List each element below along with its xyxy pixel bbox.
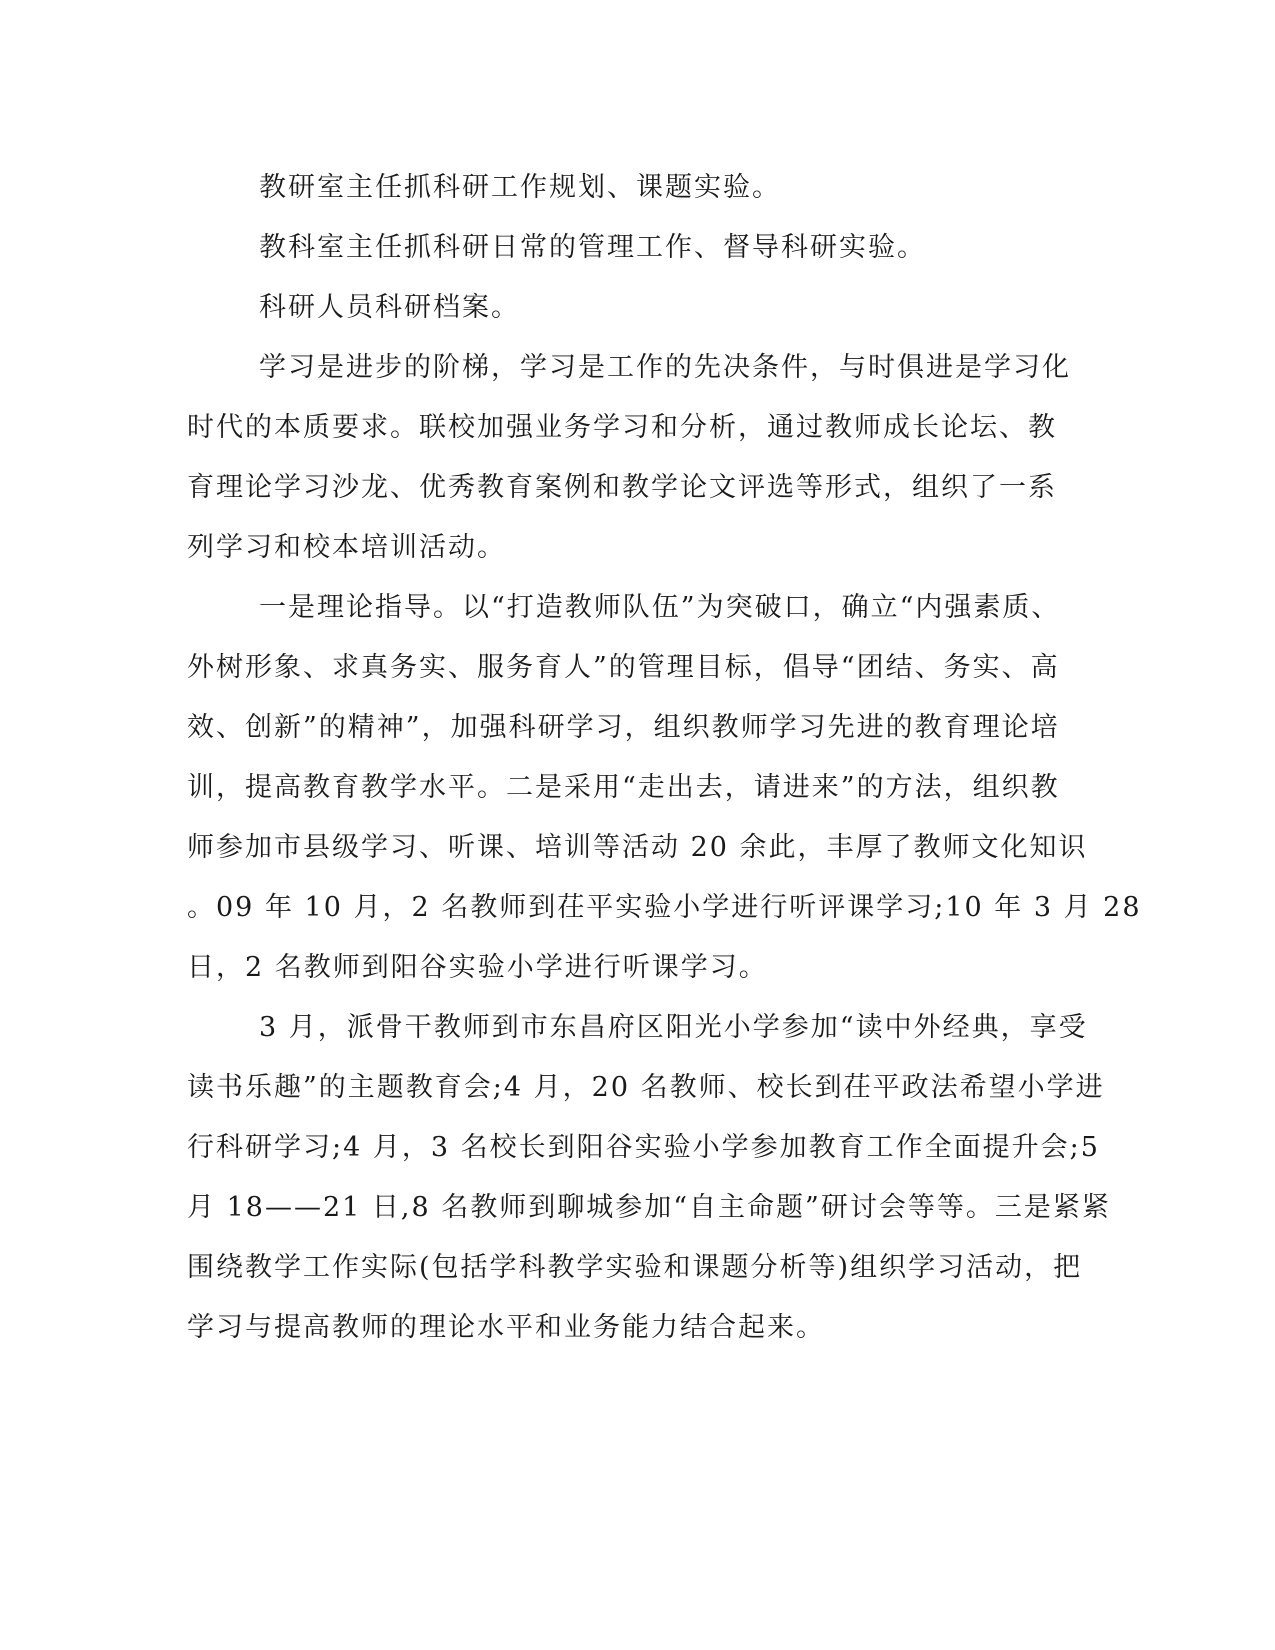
paragraph-line: 一是理论指导。以“打造教师队伍”为突破口，确立“内强素质、 [259, 592, 1061, 623]
paragraph-line: 时代的本质要求。联校加强业务学习和分析，通过教师成长论坛、教 [187, 412, 1057, 443]
paragraph-4 [187, 338, 1071, 578]
paragraph-2 [187, 218, 1067, 278]
paragraph-line: 学习是进步的阶梯，学习是工作的先决条件，与时俱进是学习化 [259, 352, 1071, 383]
paragraph-line: 月 18——21 日,8 名教师到聊城参加“自主命题”研讨会等等。三是紧紧 [187, 1192, 1111, 1223]
paragraph-6 [187, 998, 1111, 1358]
paragraph-line: 外树形象、求真务实、服务育人”的管理目标，倡导“团结、务实、高 [187, 652, 1060, 683]
paragraph-line: 育理论学习沙龙、优秀教育案例和教学论文评选等形式，组织了一系 [187, 472, 1057, 503]
paragraph-line: 列学习和校本培训活动。 [187, 532, 506, 563]
paragraph-line: 学习与提高教师的理论水平和业务能力结合起来。 [187, 1312, 825, 1343]
paragraph-5 [187, 578, 1142, 998]
paragraph-line: 3 月，派骨干教师到市东昌府区阳光小学参加“读中外经典，享受 [259, 1012, 1088, 1043]
paragraph-line: 行科研学习;4 月，3 名校长到阳谷实验小学参加教育工作全面提升会;5 [187, 1132, 1100, 1163]
paragraph-line: 师参加市县级学习、听课、培训等活动 20 余此，丰厚了教师文化知识 [187, 832, 1088, 863]
paragraph-1 [187, 158, 1067, 218]
paragraph-line: 效、创新”的精神”，加强科研学习，组织教师学习先进的教育理论培 [187, 712, 1060, 743]
paragraph-line: 教研室主任抓科研工作规划、课题实验。 [259, 172, 781, 203]
paragraph-line: 围绕教学工作实际(包括学科教学实验和课题分析等)组织学习活动，把 [187, 1252, 1083, 1283]
paragraph-line: 日，2 名教师到阳谷实验小学进行听课学习。 [187, 952, 768, 983]
paragraph-line: 科研人员科研档案。 [259, 292, 520, 323]
paragraph-line: 训，提高教育教学水平。二是采用“走出去，请进来”的方法，组织教 [187, 772, 1060, 803]
paragraph-3 [187, 278, 1067, 338]
paragraph-line: 。09 年 10 月，2 名教师到茌平实验小学进行听评课学习;10 年 3 月 28 [187, 892, 1142, 923]
document-body [187, 158, 1142, 1358]
paragraph-line: 教科室主任抓科研日常的管理工作、督导科研实验。 [259, 232, 926, 263]
paragraph-line: 读书乐趣”的主题教育会;4 月，20 名教师、校长到茌平政法希望小学进 [187, 1072, 1105, 1103]
